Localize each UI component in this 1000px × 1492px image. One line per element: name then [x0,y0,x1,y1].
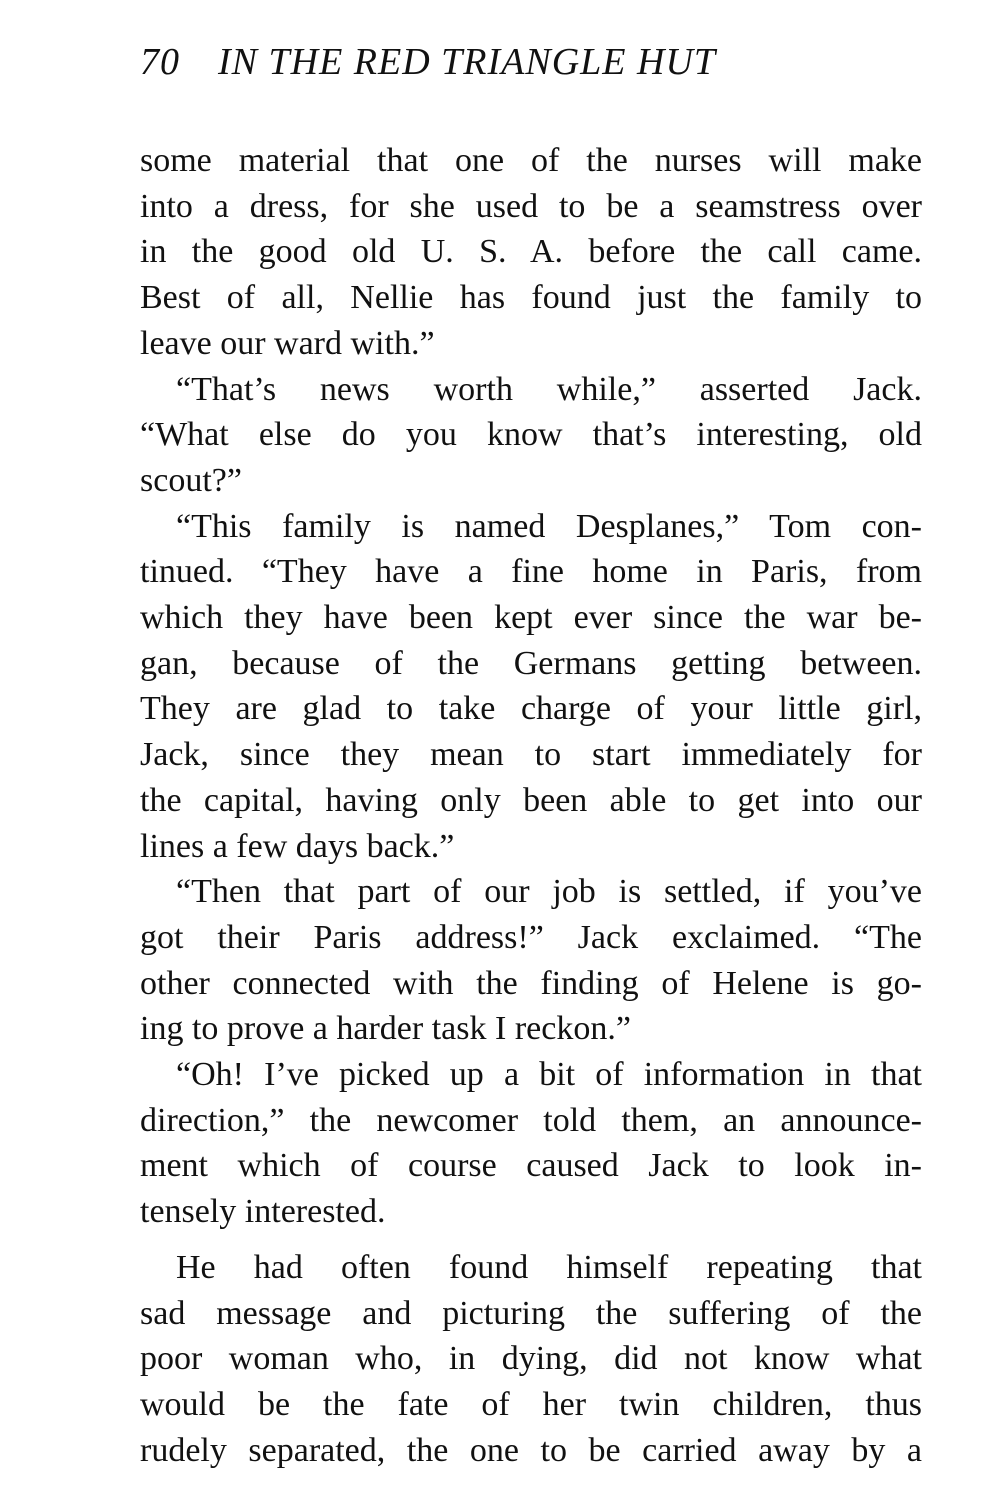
text-line: would be the fate of her twin children, thus [140,1385,922,1423]
paragraph [140,138,922,367]
text-line: “Oh! I’ve picked up a bit of information in that [176,1056,922,1094]
text-line: They are glad to take charge of your little girl, [140,690,922,728]
text-line: ment which of course caused Jack to look in- [140,1147,922,1185]
text-line: tinued. “They have a fine home in Paris, from [140,553,922,591]
text-line: gan, because of the Germans getting between. [140,644,922,682]
text-line: “That’s news worth while,” asserted Jack. [176,370,922,408]
text-line: which they have been kept ever since the war be- [140,599,922,637]
running-title: IN THE RED TRIANGLE HUT [218,41,717,83]
text-line: He had often found himself repeating that [176,1248,922,1286]
running-head [140,40,716,84]
text-line: some material that one of the nurses will make [140,142,922,179]
paragraph [140,504,922,870]
text-line: “What else do you know that’s interesting, old [140,416,922,454]
paragraph [140,367,922,504]
paragraph-gap [140,1235,922,1245]
text-line: ing to prove a harder task I reckon.” [140,1010,631,1048]
text-line: tensely interested. [140,1193,386,1231]
body-text [140,138,922,1473]
paragraph [140,869,922,1052]
paragraph [140,1052,922,1235]
text-line: sad message and picturing the suffering of the [140,1294,922,1332]
text-line: poor woman who, in dying, did not know what [140,1340,922,1378]
text-line: scout?” [140,461,242,499]
text-line: rudely separated, the one to be carried away by a [140,1431,922,1469]
text-line: other connected with the finding of Helene is go- [140,964,922,1002]
page-number: 70 [140,41,180,83]
text-line: into a dress, for she used to be a seamstress over [140,187,922,225]
text-line: Best of all, Nellie has found just the family to [140,279,922,317]
text-line: the capital, having only been able to get into our [140,781,922,819]
text-line: leave our ward with.” [140,324,435,362]
text-line: lines a few days back.” [140,827,455,865]
text-line: “This family is named Desplanes,” Tom con- [176,507,922,545]
text-line: Jack, since they mean to start immediately for [140,736,922,774]
text-line: direction,” the newcomer told them, an announce- [140,1101,922,1139]
text-line: got their Paris address!” Jack exclaimed. “The [140,918,922,956]
text-line: “Then that part of our job is settled, if you’ve [176,873,922,911]
paragraph [140,1245,922,1474]
text-line: in the good old U. S. A. before the call came. [140,233,922,271]
